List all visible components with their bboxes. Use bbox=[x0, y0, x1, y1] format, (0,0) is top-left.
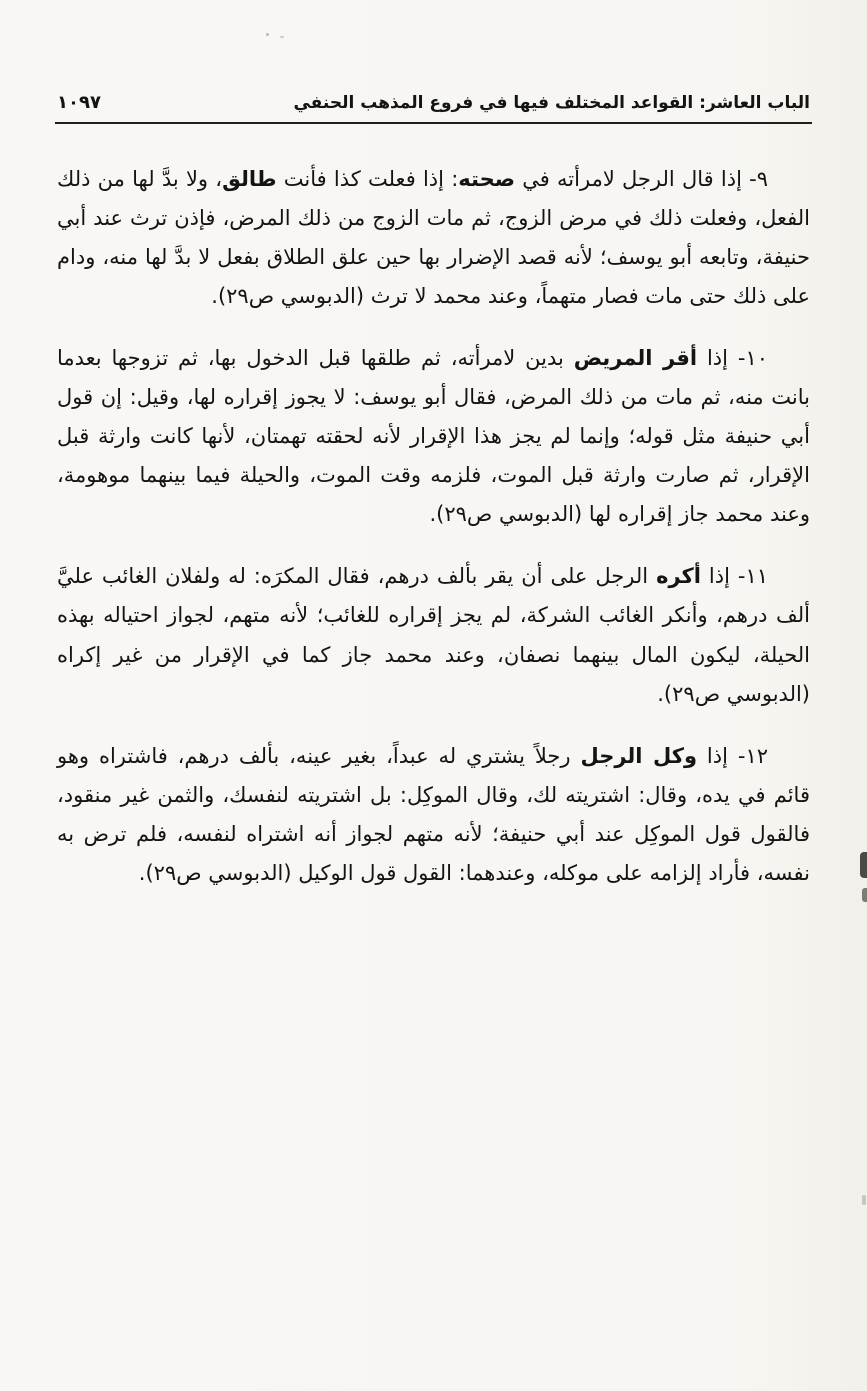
paragraph-12 bbox=[57, 737, 810, 893]
text-segment: : إذا فعلت كذا فأنت bbox=[276, 167, 459, 191]
text-segment: الرجل على أن يقر بألف درهم، فقال المكرَه: له ولفلان الغائب عليَّ ألف درهم، وأنكر الغائب الشركة، لم يجز إقراره للغائب؛ لأنه متهم، لجواز احتياله بهذه الحيلة، ليكون المال بينهما نصفان، وعند محمد جاز كما في الإقرار من غير إكراه (الدبوسي ص٢٩). bbox=[57, 564, 810, 706]
text-segment: بدين لامرأته، ثم طلقها قبل الدخول بها، ثم تزوجها بعدما بانت منه، ثم مات من ذلك المرض، فقال أبو يوسف: لا يجوز إقراره لها، وقيل: إن قول أبي حنيفة مثل قوله؛ وإنما لم يجز هذا الإقرار لأنه لحقته تهمتان، لأنها كانت وارثة قبل الإقرار، ثم صارت وارثة قبل الموت، فلزمه وقت الموت، والحيلة فيما بينهما موهومة، وعند محمد جاز إقراره لها (الدبوسي ص٢٩). bbox=[57, 346, 810, 527]
bold-text-segment: صحته bbox=[458, 167, 516, 191]
page-number: ١٠٩٧ bbox=[57, 92, 101, 113]
scan-edge-mark bbox=[862, 888, 867, 902]
text-segment: ١١- إذا bbox=[700, 564, 769, 589]
bold-text-segment: طالق bbox=[222, 167, 277, 191]
text-segment: ٩- إذا قال الرجل لامرأته في bbox=[515, 167, 768, 191]
scan-edge-smudge bbox=[862, 1195, 866, 1205]
chapter-header-title: الباب العاشر: القواعد المختلف فيها في فروع المذهب الحنفي bbox=[293, 93, 810, 113]
paragraph-9 bbox=[57, 160, 810, 316]
scan-speck-icon bbox=[266, 33, 269, 36]
bold-text-segment: وكل الرجل bbox=[580, 743, 698, 768]
text-segment: ١٠- إذا bbox=[697, 346, 769, 371]
text-segment: ، ولا بدَّ لها من ذلك الفعل، وفعلت ذلك في مرض الزوج، ثم مات الزوج من ذلك المرض، فإذن ترث عند أبي حنيفة، وتابعه أبو يوسف؛ لأنه قصد الإضرار بها حين علق الطلاق بفعل لا بدَّ لها منه، ودام على ذلك حتى مات فصار متهماً، وعند محمد لا ترث (الدبوسي ص٢٩). bbox=[57, 167, 810, 309]
bold-text-segment: أكره bbox=[656, 564, 701, 589]
scan-edge-mark bbox=[860, 852, 867, 878]
paragraph-10 bbox=[57, 339, 810, 534]
text-segment: ١٢- إذا bbox=[697, 743, 768, 768]
text-segment: رجلاً يشتري له عبداً، بغير عينه، بألف درهم، فاشتراه وهو قائم في يده، وقال: اشتريته لك، وقال الموكِل: بل اشتريته لنفسك، والثمن غير منقود، فالقول قول الموكِل عند أبي حنيفة؛ لأنه متهم لجواز أنه اشتراه لنفسه، فلم ترض به نفسه، فأراد إلزامه على موكله، وعندهما: القول قول الوكيل (الدبوسي ص٢٩). bbox=[57, 743, 810, 885]
bold-text-segment: أقر المريض bbox=[573, 346, 698, 371]
scan-speck-icon bbox=[280, 36, 284, 38]
paragraph-11 bbox=[57, 557, 810, 713]
body-text bbox=[0, 124, 867, 893]
page-header bbox=[0, 92, 867, 113]
